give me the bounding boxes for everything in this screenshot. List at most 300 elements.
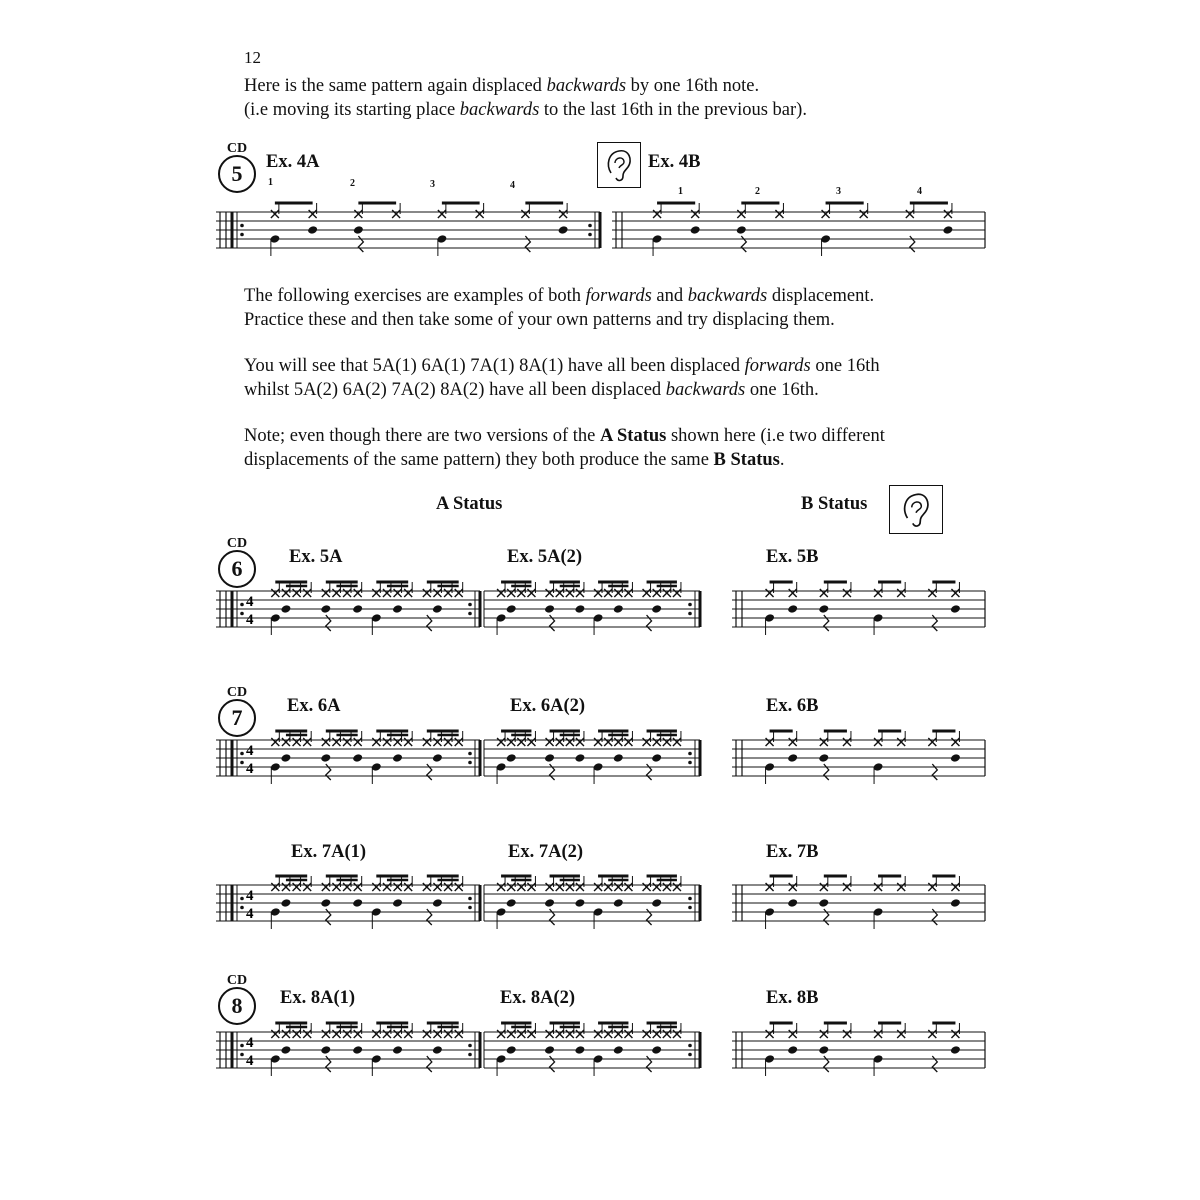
hihat-note xyxy=(372,738,380,746)
hihat-note xyxy=(444,589,452,597)
hihat-note xyxy=(521,210,529,218)
hihat-note xyxy=(433,589,441,597)
cd-track-number: 7 xyxy=(218,699,256,737)
hihat-note xyxy=(332,1030,340,1038)
hihat-note xyxy=(789,589,797,597)
example-label: Ex. 5A xyxy=(289,547,343,567)
hihat-note xyxy=(322,1030,330,1038)
bass-drum-note xyxy=(652,234,663,244)
hihat-note xyxy=(404,589,412,597)
hihat-note xyxy=(527,589,535,597)
snare-note xyxy=(544,898,555,908)
hihat-note xyxy=(404,1030,412,1038)
hihat-note xyxy=(906,210,914,218)
hihat-note xyxy=(663,738,671,746)
snare-note xyxy=(320,1045,331,1055)
emphasis: forwards xyxy=(585,286,652,306)
bass-drum-note xyxy=(873,907,884,917)
example-label: Ex. 7A(1) xyxy=(291,842,367,862)
bass-drum-note xyxy=(873,613,884,623)
cd-track-number: 6 xyxy=(218,550,256,588)
hihat-note xyxy=(507,883,515,891)
repeat-dot xyxy=(688,1053,692,1057)
hihat-note xyxy=(653,210,661,218)
repeat-dot xyxy=(688,612,692,616)
hihat-note xyxy=(653,589,661,597)
ear-icon xyxy=(889,485,943,534)
hihat-note xyxy=(546,883,554,891)
hihat-note xyxy=(789,589,797,597)
hihat-note xyxy=(527,883,535,891)
hihat-note xyxy=(653,1030,661,1038)
snare-note xyxy=(353,225,364,235)
bass-drum-note xyxy=(371,907,382,917)
hihat-note xyxy=(653,738,661,746)
bass-drum-note xyxy=(764,762,775,772)
bass-drum-note xyxy=(764,907,775,917)
hihat-note xyxy=(271,210,279,218)
hihat-note xyxy=(444,738,452,746)
hihat-note xyxy=(394,1030,402,1038)
repeat-dot xyxy=(468,906,472,910)
hihat-note xyxy=(820,883,828,891)
hihat-note xyxy=(897,738,905,746)
hihat-note xyxy=(643,883,651,891)
rest xyxy=(647,909,652,925)
hihat-note xyxy=(766,1030,774,1038)
hihat-note xyxy=(874,1030,882,1038)
hihat-note xyxy=(663,738,671,746)
count-1: 1 xyxy=(268,177,273,188)
rest xyxy=(647,764,652,780)
hihat-note xyxy=(928,1030,936,1038)
hihat-note xyxy=(928,883,936,891)
hihat-note xyxy=(576,883,584,891)
hihat-note xyxy=(521,210,529,218)
snare-note xyxy=(950,753,961,763)
hihat-note xyxy=(556,589,564,597)
hihat-note xyxy=(527,738,535,746)
hihat-note xyxy=(566,883,574,891)
rest xyxy=(326,764,331,780)
hihat-note xyxy=(594,883,602,891)
hihat-note xyxy=(820,1030,828,1038)
hihat-note xyxy=(343,589,351,597)
snare-note xyxy=(352,753,363,763)
repeat-dot xyxy=(240,233,244,237)
hihat-note xyxy=(820,883,828,891)
snare-note xyxy=(574,753,585,763)
hihat-note xyxy=(438,210,446,218)
hihat-note xyxy=(789,883,797,891)
snare-note xyxy=(651,604,662,614)
hihat-note xyxy=(624,738,632,746)
hihat-note xyxy=(546,1030,554,1038)
snare-note xyxy=(574,604,585,614)
bass-drum-note xyxy=(820,234,831,244)
hihat-note xyxy=(404,883,412,891)
hihat-note xyxy=(303,1030,311,1038)
hihat-note xyxy=(576,589,584,597)
hihat-note xyxy=(673,738,681,746)
hihat-note xyxy=(372,589,380,597)
hihat-note xyxy=(383,1030,391,1038)
bass-drum-note xyxy=(270,613,281,623)
hihat-note xyxy=(604,1030,612,1038)
hihat-note xyxy=(343,589,351,597)
intro-text-fragment: (i.e moving its starting place xyxy=(244,100,460,120)
hihat-note xyxy=(497,738,505,746)
hihat-note xyxy=(423,883,431,891)
hihat-note xyxy=(433,1030,441,1038)
hihat-note xyxy=(614,1030,622,1038)
snare-note xyxy=(651,898,662,908)
intro-text-fragment: to the last 16th in the previous bar). xyxy=(539,100,807,120)
hihat-note xyxy=(897,1030,905,1038)
hihat-note xyxy=(944,210,952,218)
snare-note xyxy=(787,1045,798,1055)
time-signature-bottom: 4 xyxy=(246,761,254,777)
bass-drum-note xyxy=(873,762,884,772)
snare-note xyxy=(787,604,798,614)
hihat-note xyxy=(663,1030,671,1038)
hihat-note xyxy=(653,738,661,746)
bass-drum-note xyxy=(496,1054,507,1064)
hihat-note xyxy=(271,1030,279,1038)
hihat-note xyxy=(737,210,745,218)
hihat-note xyxy=(383,589,391,597)
hihat-note xyxy=(594,589,602,597)
hihat-note xyxy=(332,589,340,597)
hihat-note xyxy=(322,738,330,746)
hihat-note xyxy=(820,1030,828,1038)
hihat-note xyxy=(517,738,525,746)
hihat-note xyxy=(455,883,463,891)
snare-note xyxy=(544,604,555,614)
hihat-note xyxy=(332,738,340,746)
cd-track-number: 8 xyxy=(218,987,256,1025)
cd-label: CD xyxy=(226,973,248,988)
hihat-note xyxy=(497,589,505,597)
hihat-note xyxy=(293,589,301,597)
hihat-note xyxy=(423,589,431,597)
hihat-note xyxy=(507,589,515,597)
hihat-note xyxy=(789,883,797,891)
repeat-dot xyxy=(240,224,244,228)
hihat-note xyxy=(404,738,412,746)
rest xyxy=(932,615,937,631)
bold-term: A Status xyxy=(600,426,667,446)
bold-term: B Status xyxy=(713,450,780,470)
hihat-note xyxy=(766,589,774,597)
text-fragment: whilst 5A(2) 6A(2) 7A(2) 8A(2) have all been displaced xyxy=(244,380,666,400)
snare-note xyxy=(651,1045,662,1055)
hihat-note xyxy=(643,738,651,746)
hihat-note xyxy=(951,883,959,891)
rest xyxy=(550,1056,555,1072)
hihat-note xyxy=(527,1030,535,1038)
rest xyxy=(326,1056,331,1072)
hihat-note xyxy=(404,883,412,891)
hihat-note xyxy=(322,883,330,891)
intro-text-fragment: by one 16th note. xyxy=(626,76,760,96)
snare-note xyxy=(651,753,662,763)
repeat-dot xyxy=(468,1053,472,1057)
hihat-note xyxy=(497,883,505,891)
hihat-note xyxy=(372,883,380,891)
hihat-note xyxy=(928,589,936,597)
hihat-note xyxy=(332,883,340,891)
bass-drum-note xyxy=(593,1054,604,1064)
hihat-note xyxy=(517,1030,525,1038)
repeat-dot xyxy=(688,603,692,607)
hihat-note xyxy=(343,883,351,891)
hihat-note xyxy=(271,1030,279,1038)
snare-note xyxy=(613,604,624,614)
hihat-note xyxy=(282,1030,290,1038)
hihat-note xyxy=(951,738,959,746)
hihat-note xyxy=(332,589,340,597)
repeat-dot xyxy=(688,752,692,756)
hihat-note xyxy=(293,1030,301,1038)
snare-note xyxy=(432,604,443,614)
hihat-note xyxy=(343,738,351,746)
hihat-note xyxy=(624,1030,632,1038)
hihat-note xyxy=(497,883,505,891)
time-signature-top: 4 xyxy=(246,594,254,610)
snare-note xyxy=(506,753,517,763)
snare-note xyxy=(950,604,961,614)
hihat-note xyxy=(433,589,441,597)
hihat-note xyxy=(897,589,905,597)
intro-emphasis: backwards xyxy=(459,100,540,120)
count-1: 1 xyxy=(678,186,683,197)
hihat-note xyxy=(383,738,391,746)
hihat-note xyxy=(507,738,515,746)
hihat-note xyxy=(673,738,681,746)
hihat-note xyxy=(897,883,905,891)
hihat-note xyxy=(766,589,774,597)
rest xyxy=(824,764,829,780)
hihat-note xyxy=(566,883,574,891)
cd-track-badge xyxy=(217,537,257,593)
bass-drum-note xyxy=(496,613,507,623)
hihat-note xyxy=(624,883,632,891)
hihat-note xyxy=(614,738,622,746)
hihat-note xyxy=(303,1030,311,1038)
repeat-dot xyxy=(240,897,244,901)
hihat-note xyxy=(624,589,632,597)
hihat-note xyxy=(594,589,602,597)
snare-note xyxy=(690,225,701,235)
hihat-note xyxy=(394,738,402,746)
snare-note xyxy=(320,604,331,614)
hihat-note xyxy=(507,883,515,891)
hihat-note xyxy=(614,883,622,891)
hihat-note xyxy=(576,738,584,746)
hihat-note xyxy=(293,589,301,597)
hihat-note xyxy=(507,1030,515,1038)
count-4: 4 xyxy=(510,180,515,191)
hihat-note xyxy=(820,589,828,597)
hihat-note xyxy=(820,738,828,746)
text-fragment: one 16th. xyxy=(745,380,819,400)
hihat-note xyxy=(517,589,525,597)
hihat-note xyxy=(271,738,279,746)
snare-note xyxy=(818,604,829,614)
hihat-note xyxy=(546,589,554,597)
hihat-note xyxy=(624,738,632,746)
hihat-note xyxy=(423,738,431,746)
hihat-note xyxy=(527,1030,535,1038)
bass-drum-note xyxy=(764,1054,775,1064)
hihat-note xyxy=(271,210,279,218)
hihat-note xyxy=(383,883,391,891)
hihat-note xyxy=(309,210,317,218)
snare-note xyxy=(392,898,403,908)
bass-drum-note xyxy=(371,613,382,623)
hihat-note xyxy=(673,1030,681,1038)
hihat-note xyxy=(517,738,525,746)
hihat-note xyxy=(951,883,959,891)
rest xyxy=(358,236,363,252)
rest xyxy=(647,1056,652,1072)
snare-note xyxy=(320,898,331,908)
snare-note xyxy=(613,898,624,908)
time-signature-bottom: 4 xyxy=(246,906,254,922)
hihat-note xyxy=(455,883,463,891)
hihat-note xyxy=(354,210,362,218)
hihat-note xyxy=(282,1030,290,1038)
rest xyxy=(824,1056,829,1072)
hihat-note xyxy=(372,883,380,891)
hihat-note xyxy=(383,738,391,746)
hihat-note xyxy=(433,738,441,746)
example-label: Ex. 5A(2) xyxy=(507,547,583,567)
hihat-note xyxy=(354,1030,362,1038)
hihat-note xyxy=(566,1030,574,1038)
hihat-note xyxy=(576,589,584,597)
hihat-note xyxy=(614,1030,622,1038)
paragraph-line: Practice these and then take some of your own patterns and try displacing them. xyxy=(244,310,835,330)
time-signature-bottom: 4 xyxy=(246,612,254,628)
hihat-note xyxy=(576,883,584,891)
hihat-note xyxy=(556,1030,564,1038)
repeat-dot xyxy=(688,1044,692,1048)
cd-label: CD xyxy=(226,536,248,551)
rest xyxy=(932,909,937,925)
hihat-note xyxy=(673,589,681,597)
hihat-note xyxy=(433,1030,441,1038)
hihat-note xyxy=(874,883,882,891)
hihat-note xyxy=(691,210,699,218)
hihat-note xyxy=(354,589,362,597)
snare-note xyxy=(942,225,953,235)
hihat-note xyxy=(444,589,452,597)
hihat-note xyxy=(322,1030,330,1038)
bass-drum-note xyxy=(496,762,507,772)
snare-note xyxy=(506,1045,517,1055)
hihat-note xyxy=(293,738,301,746)
repeat-dot xyxy=(468,1044,472,1048)
cd-track-badge xyxy=(217,686,257,742)
hihat-note xyxy=(928,883,936,891)
bass-drum-note xyxy=(270,907,281,917)
hihat-note xyxy=(594,738,602,746)
hihat-note xyxy=(951,738,959,746)
hihat-note xyxy=(691,210,699,218)
hihat-note xyxy=(897,738,905,746)
hihat-note xyxy=(394,1030,402,1038)
hihat-note xyxy=(843,1030,851,1038)
hihat-note xyxy=(928,738,936,746)
hihat-note xyxy=(476,210,484,218)
hihat-note xyxy=(433,883,441,891)
snare-note xyxy=(392,604,403,614)
hihat-note xyxy=(766,738,774,746)
time-signature-bottom: 4 xyxy=(246,1053,254,1069)
hihat-note xyxy=(643,1030,651,1038)
text-fragment: shown here (i.e two different xyxy=(666,426,885,446)
example-label: Ex. 4A xyxy=(266,152,320,172)
rest xyxy=(647,615,652,631)
paragraph-displacement xyxy=(244,284,874,332)
hihat-note xyxy=(843,589,851,597)
text-fragment: You will see that 5A(1) 6A(1) 7A(1) 8A(1) have all been displaced xyxy=(244,356,745,376)
hihat-note xyxy=(444,1030,452,1038)
emphasis: backwards xyxy=(665,380,746,400)
ear-icon xyxy=(597,142,641,188)
hihat-note xyxy=(383,589,391,597)
repeat-dot xyxy=(588,224,592,228)
hihat-note xyxy=(897,883,905,891)
example-label: Ex. 6B xyxy=(766,696,819,716)
count-3: 3 xyxy=(430,179,435,190)
hihat-note xyxy=(372,1030,380,1038)
hihat-note xyxy=(423,1030,431,1038)
hihat-note xyxy=(944,210,952,218)
hihat-note xyxy=(624,883,632,891)
bass-drum-note xyxy=(764,613,775,623)
bass-drum-note xyxy=(593,613,604,623)
hihat-note xyxy=(372,738,380,746)
repeat-dot xyxy=(240,752,244,756)
hihat-note xyxy=(497,1030,505,1038)
hihat-note xyxy=(624,1030,632,1038)
hihat-note xyxy=(556,738,564,746)
hihat-note xyxy=(874,883,882,891)
hihat-note xyxy=(383,1030,391,1038)
hihat-note xyxy=(354,738,362,746)
hihat-note xyxy=(576,738,584,746)
hihat-note xyxy=(394,883,402,891)
hihat-note xyxy=(874,738,882,746)
hihat-note xyxy=(303,589,311,597)
snare-note xyxy=(613,1045,624,1055)
snare-note xyxy=(352,604,363,614)
snare-note xyxy=(506,898,517,908)
rest xyxy=(326,615,331,631)
repeat-dot xyxy=(468,761,472,765)
snare-note xyxy=(574,1045,585,1055)
hihat-note xyxy=(497,589,505,597)
count-4: 4 xyxy=(917,186,922,197)
hihat-note xyxy=(556,589,564,597)
hihat-note xyxy=(282,589,290,597)
hihat-note xyxy=(332,738,340,746)
text-fragment: displacements of the same pattern) they both produce the same xyxy=(244,450,714,470)
hihat-note xyxy=(860,210,868,218)
